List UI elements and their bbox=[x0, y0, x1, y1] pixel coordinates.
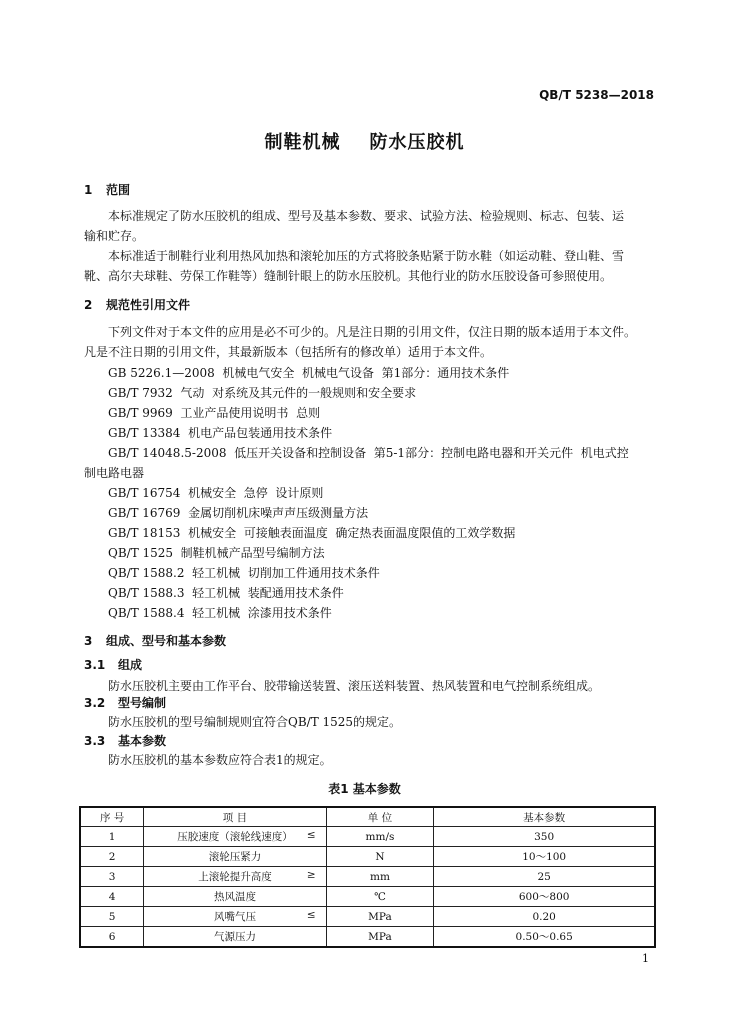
reference-item: GB/T 16769 金属切削机床噪声声压级测量方法 bbox=[108, 506, 369, 520]
section-3-1-heading bbox=[84, 656, 142, 673]
cell-item bbox=[144, 927, 326, 948]
item-label: 风嘴气压 bbox=[213, 911, 256, 923]
s3-3-paragraph: 防水压胶机的基本参数应符合表1的规定。 bbox=[108, 753, 332, 767]
s3-1-paragraph: 防水压胶机主要由工作平台、胶带输送装置、滚压送料装置、热风装置和电气控制系统组成。 bbox=[108, 679, 601, 693]
cell-unit: ℃ bbox=[326, 887, 434, 907]
table-caption: 表1 基本参数 bbox=[328, 782, 401, 796]
reference-item: QB/T 1525 制鞋机械产品型号编制方法 bbox=[108, 546, 325, 560]
cell-no: 3 bbox=[80, 867, 144, 887]
section-number: 2 bbox=[84, 298, 93, 312]
table-row bbox=[80, 887, 655, 907]
section-number: 3 bbox=[84, 634, 93, 648]
cell-value: 0.20 bbox=[434, 907, 655, 927]
reference-item: QB/T 1588.3 轻工机械 装配通用技术条件 bbox=[108, 586, 344, 600]
s1-paragraph-1-line-2: 输和贮存。 bbox=[84, 229, 145, 243]
cell-item bbox=[144, 907, 326, 927]
standard-code: QB/T 5238—2018 bbox=[539, 88, 654, 102]
reference-item: GB 5226.1—2008 机械电气安全 机械电气设备 第1部分：通用技术条件 bbox=[108, 366, 510, 380]
limit-symbol: ≤ bbox=[306, 909, 316, 921]
reference-item: QB/T 1588.4 轻工机械 涂漆用技术条件 bbox=[108, 606, 332, 620]
section-number: 3.3 bbox=[84, 734, 106, 748]
section-title: 型号编制 bbox=[118, 696, 167, 710]
section-title: 范围 bbox=[106, 183, 131, 197]
cell-value: 10～100 bbox=[434, 847, 655, 867]
table-row bbox=[80, 927, 655, 948]
limit-symbol: ≥ bbox=[306, 869, 316, 881]
table-header-row bbox=[80, 807, 655, 827]
cell-no: 1 bbox=[80, 827, 144, 847]
item-label: 上滚轮提升高度 bbox=[198, 871, 272, 883]
section-number: 1 bbox=[84, 183, 93, 197]
cell-unit: mm/s bbox=[326, 827, 434, 847]
cell-unit: MPa bbox=[326, 927, 434, 948]
cell-unit: N bbox=[326, 847, 434, 867]
header-no: 序 号 bbox=[80, 807, 144, 827]
limit-symbol: ≤ bbox=[306, 829, 316, 841]
reference-item: QB/T 1588.2 轻工机械 切削加工件通用技术条件 bbox=[108, 566, 380, 580]
cell-item bbox=[144, 867, 326, 887]
cell-no: 5 bbox=[80, 907, 144, 927]
page-number: 1 bbox=[642, 952, 649, 965]
cell-value: 0.50～0.65 bbox=[434, 927, 655, 948]
section-2-heading bbox=[84, 296, 190, 313]
table-row bbox=[80, 867, 655, 887]
reference-item: GB/T 7932 气动 对系统及其元件的一般规则和安全要求 bbox=[108, 386, 417, 400]
reference-item: GB/T 16754 机械安全 急停 设计原则 bbox=[108, 486, 324, 500]
s3-2-paragraph: 防水压胶机的型号编制规则宜符合QB/T 1525的规定。 bbox=[108, 715, 402, 729]
cell-value: 600～800 bbox=[434, 887, 655, 907]
reference-item: GB/T 13384 机电产品包装通用技术条件 bbox=[108, 426, 333, 440]
cell-no: 4 bbox=[80, 887, 144, 907]
item-label: 热风温度 bbox=[213, 891, 256, 903]
cell-item bbox=[144, 887, 326, 907]
item-label: 压胶速度（滚轮线速度） bbox=[177, 831, 293, 843]
section-number: 3.1 bbox=[84, 658, 106, 672]
cell-item bbox=[144, 847, 326, 867]
s1-paragraph-1-line-1: 本标准规定了防水压胶机的组成、型号及基本参数、要求、试验方法、检验规则、标志、包装、运 bbox=[108, 209, 625, 223]
reference-item: GB/T 9969 工业产品使用说明书 总则 bbox=[108, 406, 321, 420]
reference-item: GB/T 18153 机械安全 可接触表面温度 确定热表面温度限值的工效学数据 bbox=[108, 526, 516, 540]
cell-no: 2 bbox=[80, 847, 144, 867]
cell-value: 25 bbox=[434, 867, 655, 887]
s1-paragraph-2-line-2: 靴、高尔夫球鞋、劳保工作鞋等）缝制针眼上的防水压胶机。其他行业的防水压胶设备可参照使用。 bbox=[84, 269, 613, 283]
reference-item-continuation: 制电路电器 bbox=[84, 466, 145, 480]
reference-item: GB/T 14048.5-2008 低压开关设备和控制设备 第5-1部分：控制电路电器和开关元件 机电式控 bbox=[108, 446, 629, 460]
section-1-heading bbox=[84, 181, 130, 198]
parameters-table bbox=[79, 806, 656, 948]
section-title: 基本参数 bbox=[118, 734, 167, 748]
s1-paragraph-2-line-1: 本标准适于制鞋行业利用热风加热和滚轮加压的方式将胶条贴紧于防水鞋（如运动鞋、登山鞋、雪 bbox=[108, 249, 625, 263]
cell-unit: mm bbox=[326, 867, 434, 887]
section-3-heading bbox=[84, 632, 226, 649]
s2-paragraph-line-1: 下列文件对于本文件的应用是必不可少的。凡是注日期的引用文件，仅注日期的版本适用于本文件。 bbox=[108, 325, 637, 339]
table-row bbox=[80, 847, 655, 867]
section-3-2-heading bbox=[84, 694, 166, 711]
section-number: 3.2 bbox=[84, 696, 106, 710]
section-title: 组成 bbox=[118, 658, 143, 672]
header-unit: 单 位 bbox=[326, 807, 434, 827]
table-row bbox=[80, 827, 655, 847]
header-value: 基本参数 bbox=[434, 807, 655, 827]
section-title: 组成、型号和基本参数 bbox=[106, 634, 227, 648]
item-label: 滚轮压紧力 bbox=[208, 851, 262, 863]
s2-paragraph-line-2: 凡是不注日期的引用文件，其最新版本（包括所有的修改单）适用于本文件。 bbox=[84, 345, 493, 359]
cell-value: 350 bbox=[434, 827, 655, 847]
cell-unit: MPa bbox=[326, 907, 434, 927]
cell-no: 6 bbox=[80, 927, 144, 948]
table-row bbox=[80, 907, 655, 927]
cell-item bbox=[144, 827, 326, 847]
document-title: 制鞋机械 防水压胶机 bbox=[264, 132, 465, 153]
item-label: 气源压力 bbox=[213, 931, 256, 943]
section-title: 规范性引用文件 bbox=[106, 298, 191, 312]
section-3-3-heading bbox=[84, 732, 166, 749]
header-item: 项 目 bbox=[144, 807, 326, 827]
